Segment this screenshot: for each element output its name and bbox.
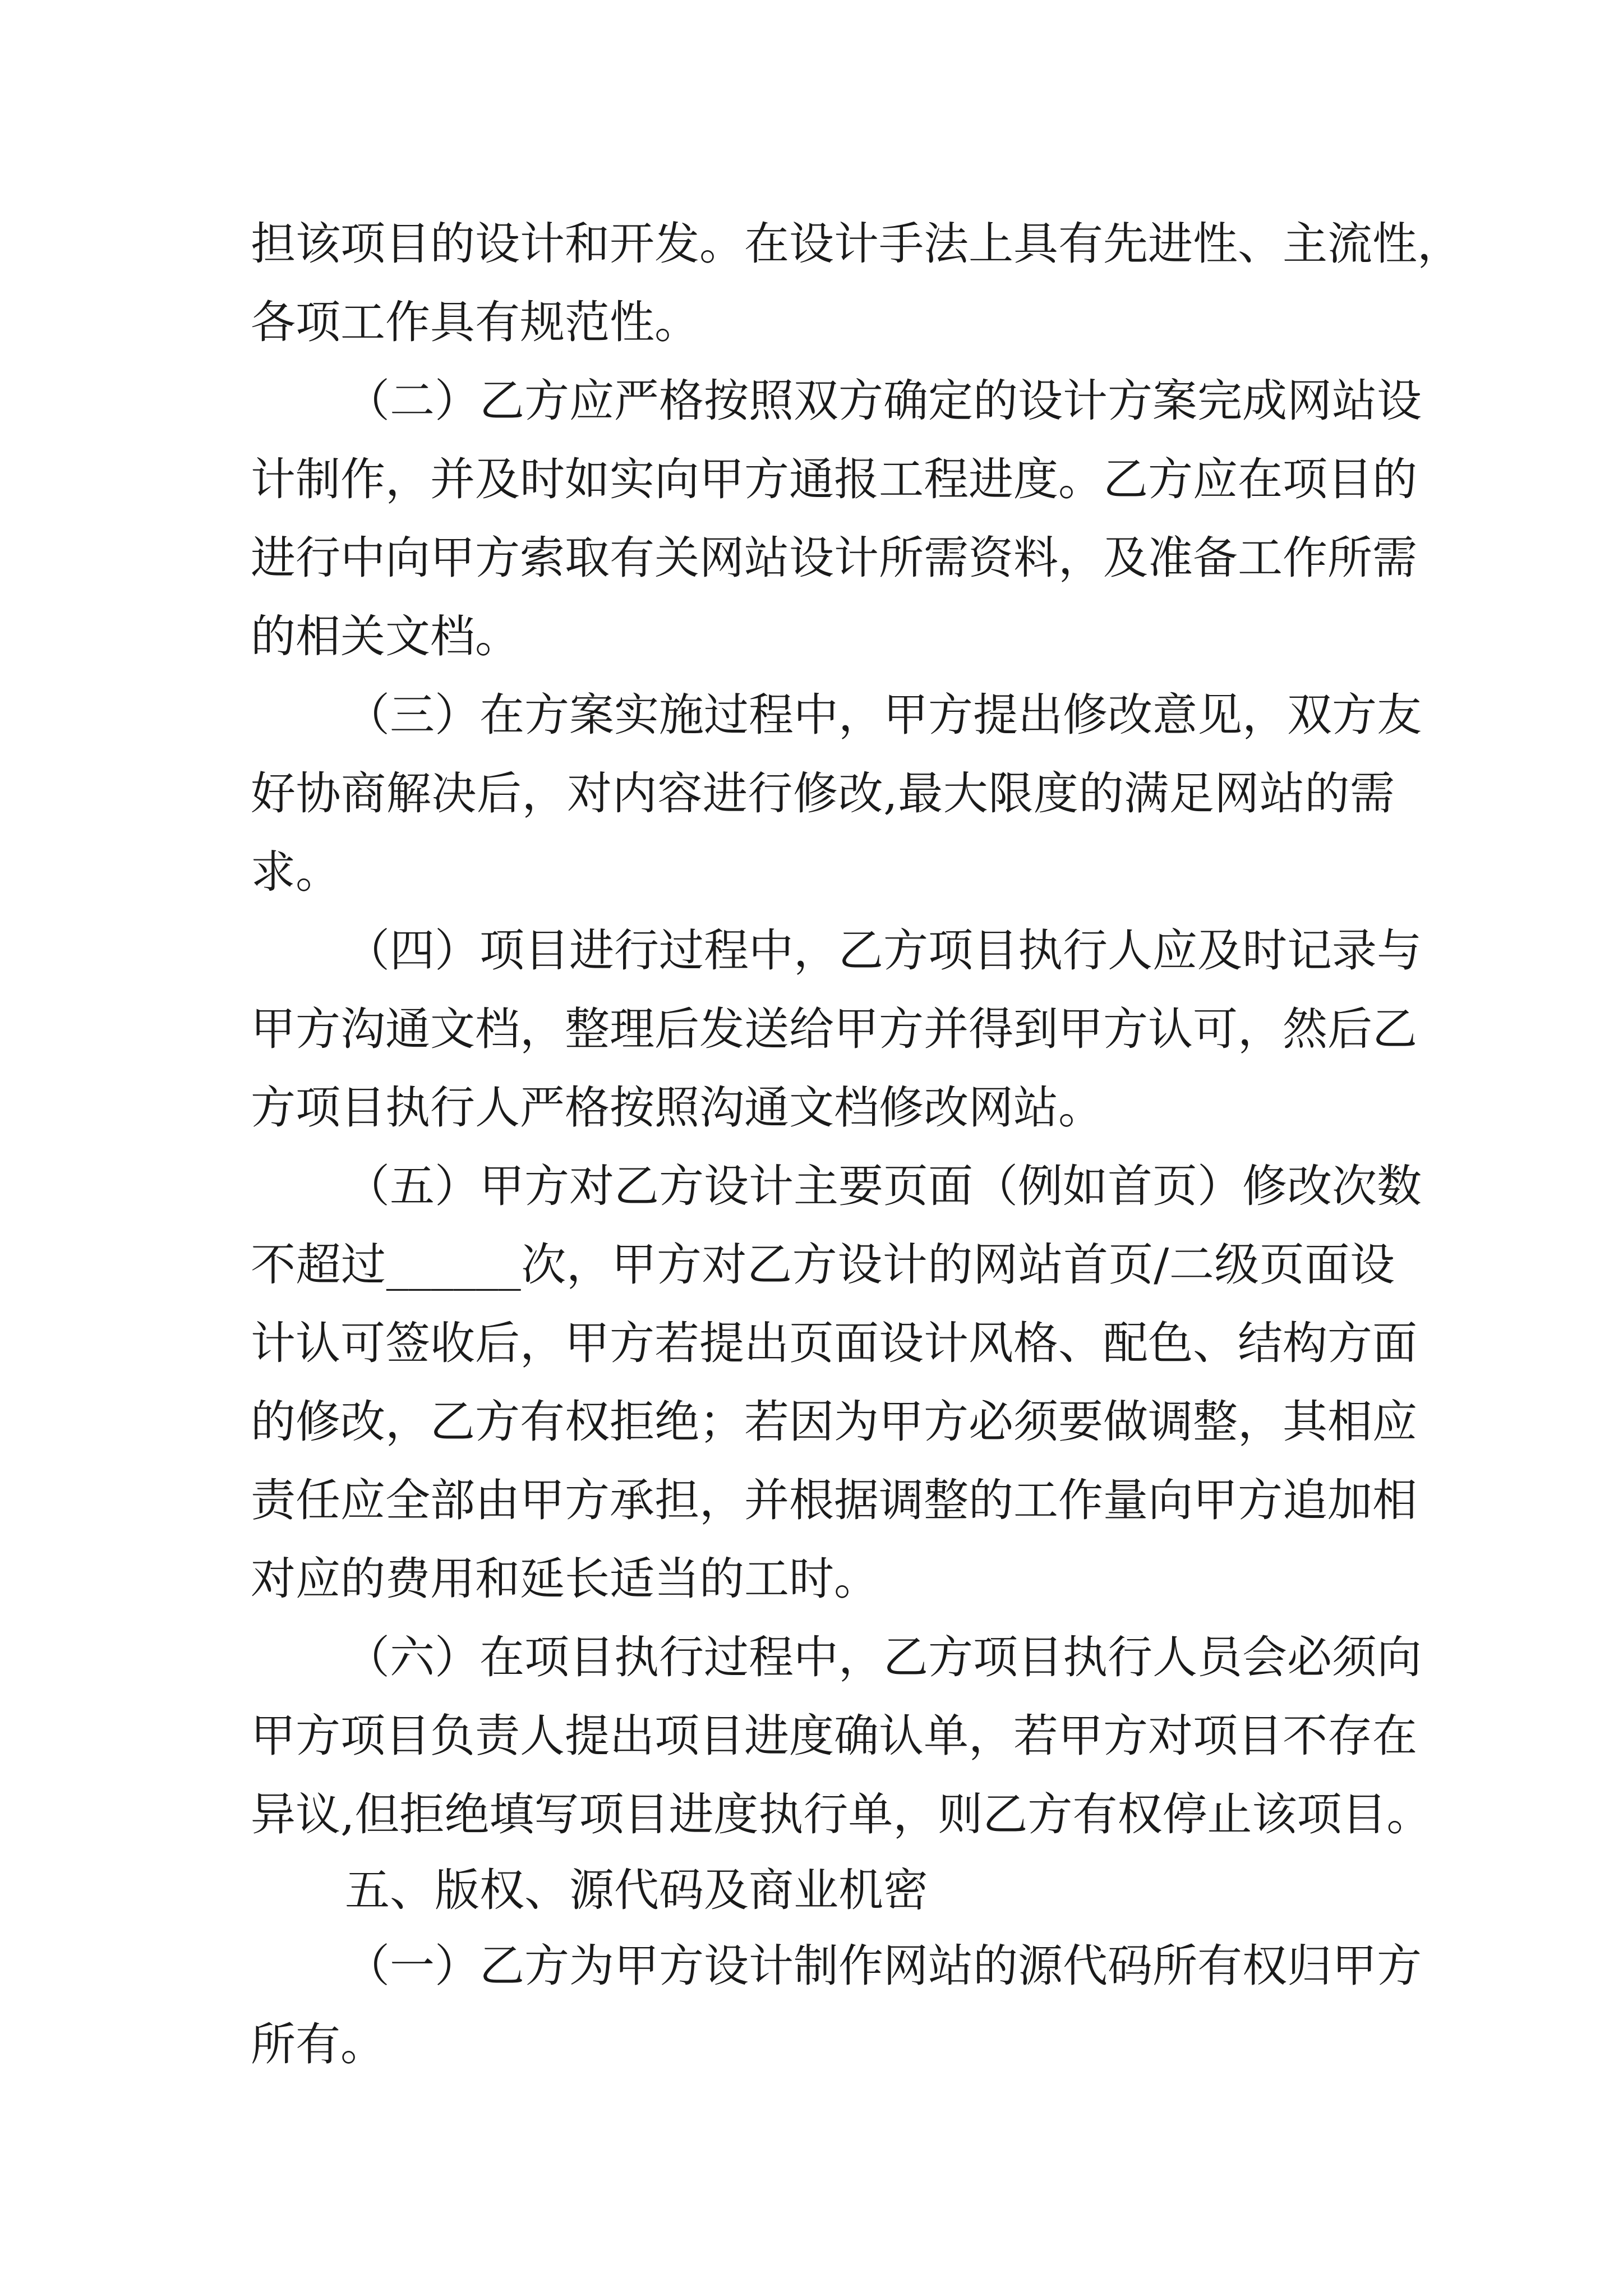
text-line: 甲方沟通文档，整理后发送给甲方并得到甲方认可，然后乙 — [251, 1003, 1417, 1055]
text-line: 进行中向甲方索取有关网站设计所需资料，及准备工作所需 — [251, 532, 1417, 584]
text-line: （四）项目进行过程中，乙方项目执行人应及时记录与 — [345, 924, 1422, 977]
text-line: 计制作，并及时如实向甲方通报工程进度。乙方应在项目的 — [251, 453, 1417, 505]
text-line: 求。 — [251, 846, 340, 898]
section-heading: 五、版权、源代码及商业机密 — [345, 1864, 928, 1916]
text-line: 计认可签收后，甲方若提出页面设计风格、配色、结构方面 — [251, 1317, 1417, 1369]
text-line: 异议,但拒绝填写项目进度执行单，则乙方有权停止该项目。 — [251, 1788, 1432, 1841]
text-line: 好协商解决后，对内容进行修改,最大限度的满足网站的需 — [251, 767, 1395, 820]
text-line: 的相关文档。 — [251, 610, 520, 662]
text-line: 各项工作具有规范性。 — [251, 296, 699, 348]
text-line: 的修改，乙方有权拒绝；若因为甲方必须要做调整，其相应 — [251, 1396, 1417, 1448]
text-line: 方项目执行人严格按照沟通文档修改网站。 — [251, 1082, 1103, 1134]
text-line: （三）在方案实施过程中，甲方提出修改意见，双方友 — [345, 689, 1422, 741]
text-line: （五）甲方对乙方设计主要页面（例如首页）修改次数 — [345, 1160, 1422, 1212]
text-line: （六）在项目执行过程中，乙方项目执行人员会必须向 — [345, 1631, 1422, 1683]
text-line: 不超过______次，甲方对乙方设计的网站首页/二级页面设 — [251, 1239, 1395, 1291]
text-line: 对应的费用和延长适当的工时。 — [251, 1553, 879, 1605]
text-line: 甲方项目负责人提出项目进度确认单，若甲方对项目不存在 — [251, 1710, 1417, 1762]
text-line: 担该项目的设计和开发。在设计手法上具有先进性、主流性， — [251, 218, 1462, 270]
text-line: 责任应全部由甲方承担，并根据调整的工作量向甲方追加相 — [251, 1474, 1417, 1526]
text-line: （一）乙方为甲方设计制作网站的源代码所有权归甲方 — [345, 1940, 1422, 1992]
text-line: 所有。 — [251, 2018, 385, 2070]
text-line: （二）乙方应严格按照双方确定的设计方案完成网站设 — [345, 375, 1422, 427]
